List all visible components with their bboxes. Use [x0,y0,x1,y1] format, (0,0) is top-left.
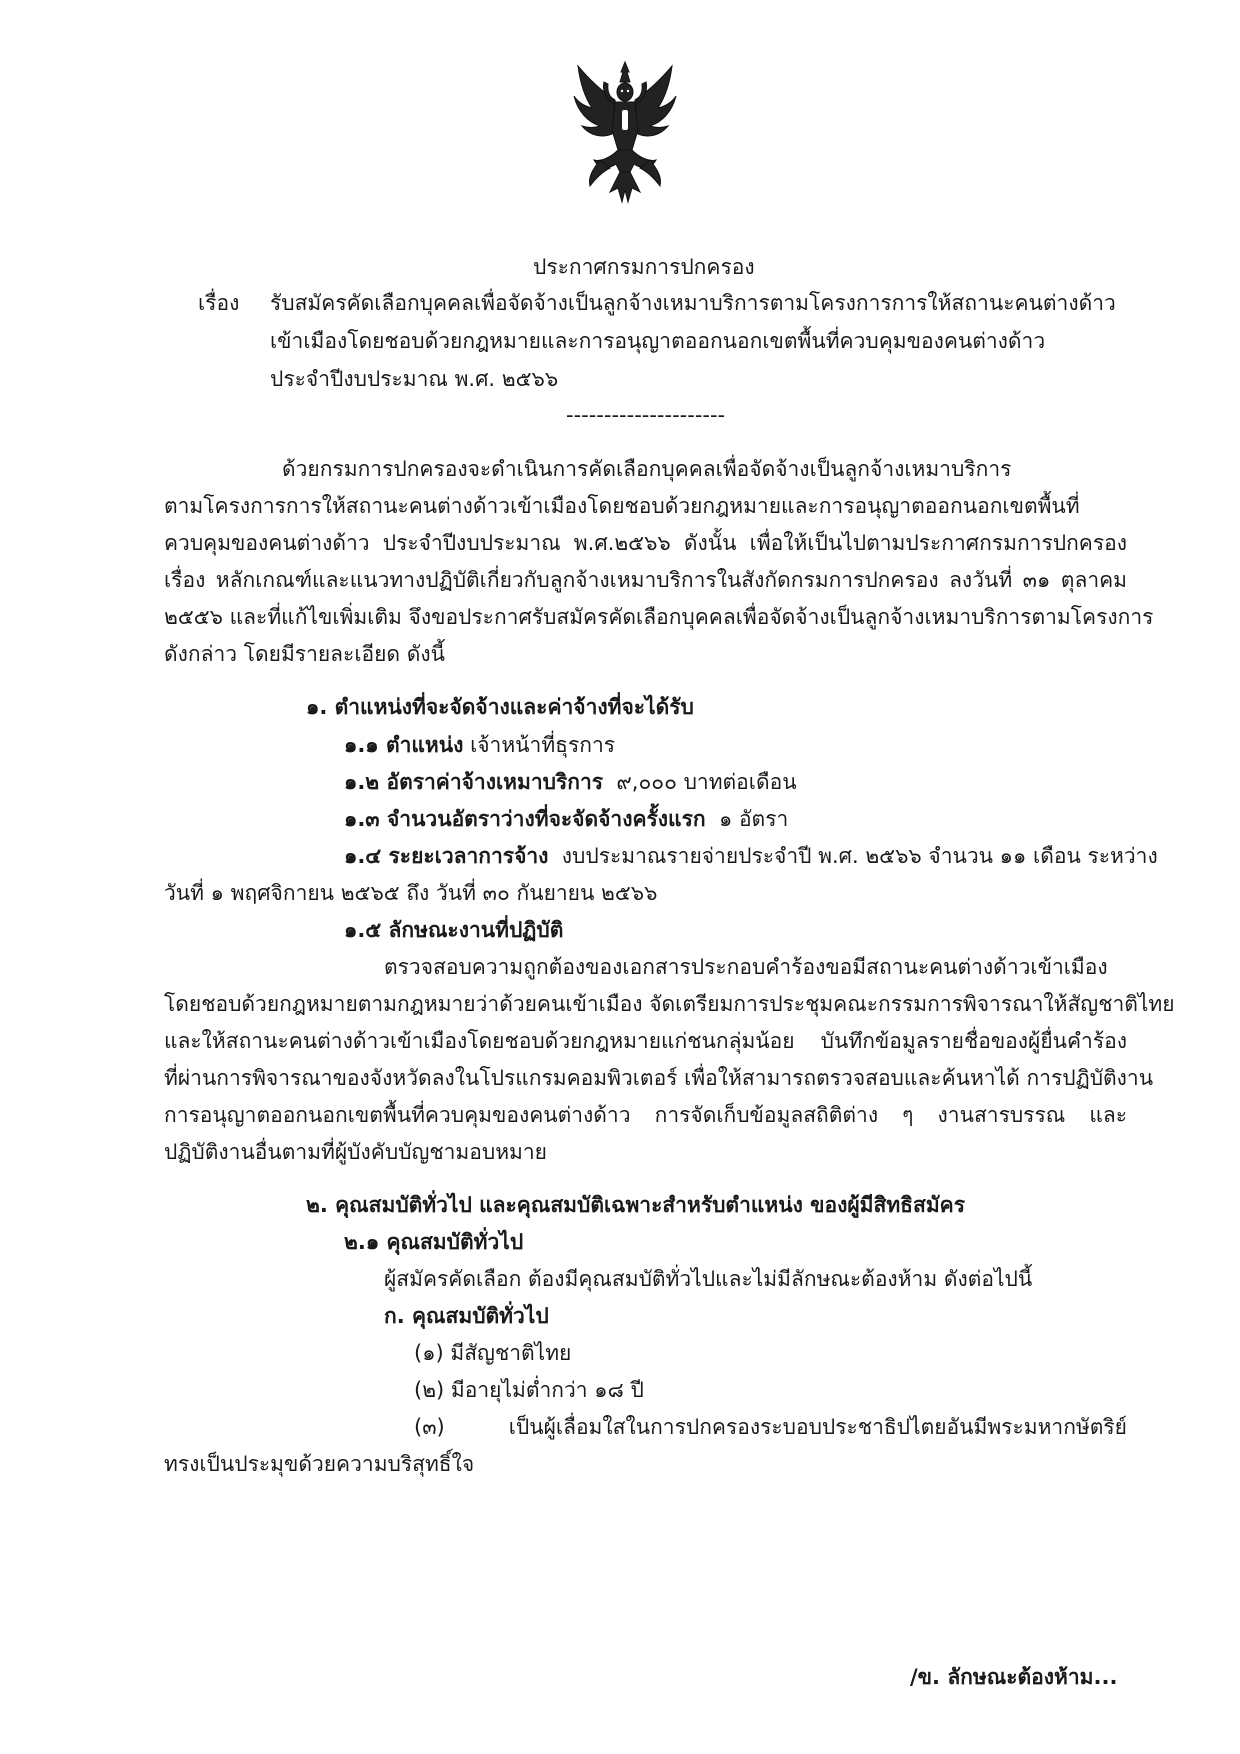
section1-item4-line2: วันที่ ๑ พฤศจิกายน ๒๕๖๕ ถึง วันที่ ๓๐ กันยายน ๒๕๖๖ [164,881,658,905]
title-divider: --------------------- [566,403,726,427]
garuda-emblem-icon [570,60,680,210]
item4-label: ๑.๔ ระยะเวลาการจ้าง [344,844,549,868]
page-continuation: /ข. ลักษณะต้องห้าม... [910,1665,1118,1689]
item3-label: ๑.๓ จำนวนอัตราว่างที่จะจัดจ้างครั้งแรก [344,807,706,831]
section1-item3 [344,804,788,834]
qualification-item-2: (๒) มีอายุไม่ต่ำกว่า ๑๘ ปี [414,1378,644,1402]
section1-item5-label: ๑.๕ ลักษณะงานที่ปฏิบัติ [344,918,564,942]
item1-label: ๑.๑ ตำแหน่ง [344,733,464,757]
duties-line-3: และให้สถานะคนต่างด้าวเข้าเมืองโดยชอบด้วยกฎหมายแก่ชนกลุ่มน้อย บันทึกข้อมูลรายชื่อของผู้ยื่นคำร้อง [164,1029,1127,1053]
duties-line-6: ปฏิบัติงานอื่นตามที่ผู้บังคับบัญชามอบหมาย [164,1140,547,1164]
intro-line-1: ด้วยกรมการปกครองจะดำเนินการคัดเลือกบุคคลเพื่อจัดจ้างเป็นลูกจ้างเหมาบริการ [282,457,1012,481]
intro-line-3: ควบคุมของคนต่างด้าว ประจำปีงบประมาณ พ.ศ.๒๕๖๖ ดังนั้น เพื่อให้เป็นไปตามประกาศกรมการปกครอง [164,531,1127,555]
section2-sub1-heading: ๒.๑ คุณสมบัติทั่วไป [344,1230,524,1254]
section2-heading: ๒. คุณสมบัติทั่วไป และคุณสมบัติเฉพาะสำหรับตำแหน่ง ของผู้มีสิทธิสมัคร [306,1193,965,1217]
subject-line-2: เข้าเมืองโดยชอบด้วยกฎหมายและการอนุญาตออกนอกเขตพื้นที่ควบคุมของคนต่างด้าว [270,329,1046,353]
intro-line-2: ตามโครงการการให้สถานะคนต่างด้าวเข้าเมืองโดยชอบด้วยกฎหมายและการอนุญาตออกนอกเขตพื้นที่ [164,494,1080,518]
duties-line-2: โดยชอบด้วยกฎหมายตามกฎหมายว่าด้วยคนเข้าเมือง จัดเตรียมการประชุมคณะกรรมการพิจารณาให้สัญชาติไทย [164,992,1175,1016]
item4-value: งบประมาณรายจ่ายประจำปี พ.ศ. ๒๕๖๖ จำนวน ๑๑ เดือน ระหว่าง [561,844,1158,868]
qualification-item-3: (๓) เป็นผู้เลื่อมใสในการปกครองระบอบประชาธิปไตยอันมีพระมหากษัตริย์ [414,1415,1127,1439]
document-title: ประกาศกรมการปกครอง [533,255,755,279]
duties-line-4: ที่ผ่านการพิจารณาของจังหวัดลงในโปรแกรมคอมพิวเตอร์ เพื่อให้สามารถตรวจสอบและค้นหาได้ การปฏิบัติงาน [164,1066,1154,1090]
intro-line-5: ๒๕๕๖ และที่แก้ไขเพิ่มเติม จึงขอประกาศรับสมัครคัดเลือกบุคคลเพื่อจัดจ้างเป็นลูกจ้างเหมาบริการตามโครงการ [164,605,1154,629]
intro-line-4: เรื่อง หลักเกณฑ์และแนวทางปฏิบัติเกี่ยวกับลูกจ้างเหมาบริการในสังกัดกรมการปกครอง ลงวันที่ ๓๑ ตุลาคม [164,568,1127,592]
item1-value: เจ้าหน้าที่ธุรการ [470,733,616,757]
section1-item4 [344,841,1158,871]
subject-line-3: ประจำปีงบประมาณ พ.ศ. ๒๕๖๖ [270,367,559,391]
intro-line-6: ดังกล่าว โดยมีรายละเอียด ดังนี้ [164,642,445,666]
subject-label: เรื่อง [198,291,240,315]
duties-line-5: การอนุญาตออกนอกเขตพื้นที่ควบคุมของคนต่างด้าว การจัดเก็บข้อมูลสถิติต่าง ๆ งานสารบรรณ และ [164,1103,1127,1127]
section1-heading: ๑. ตำแหน่งที่จะจัดจ้างและค่าจ้างที่จะได้รับ [306,695,694,719]
section1-item2 [344,767,797,797]
section2-sub1-a-heading: ก. คุณสมบัติทั่วไป [384,1304,549,1328]
section2-sub1-intro: ผู้สมัครคัดเลือก ต้องมีคุณสมบัติทั่วไปและไม่มีลักษณะต้องห้าม ดังต่อไปนี้ [384,1267,1033,1291]
duties-line-1: ตรวจสอบความถูกต้องของเอกสารประกอบคำร้องขอมีสถานะคนต่างด้าวเข้าเมือง [384,955,1108,979]
section1-item1 [344,730,615,760]
qualification-item-1: (๑) มีสัญชาติไทย [414,1341,572,1365]
qualification-item-3-line2: ทรงเป็นประมุขด้วยความบริสุทธิ์ใจ [164,1452,475,1476]
item2-label: ๑.๒ อัตราค่าจ้างเหมาบริการ [344,770,604,794]
subject-line-1: รับสมัครคัดเลือกบุคคลเพื่อจัดจ้างเป็นลูกจ้างเหมาบริการตามโครงการการให้สถานะคนต่างด้าว [270,291,1116,315]
item2-value: ๙,๐๐๐ บาทต่อเดือน [616,770,797,794]
item3-value: ๑ อัตรา [718,807,789,831]
